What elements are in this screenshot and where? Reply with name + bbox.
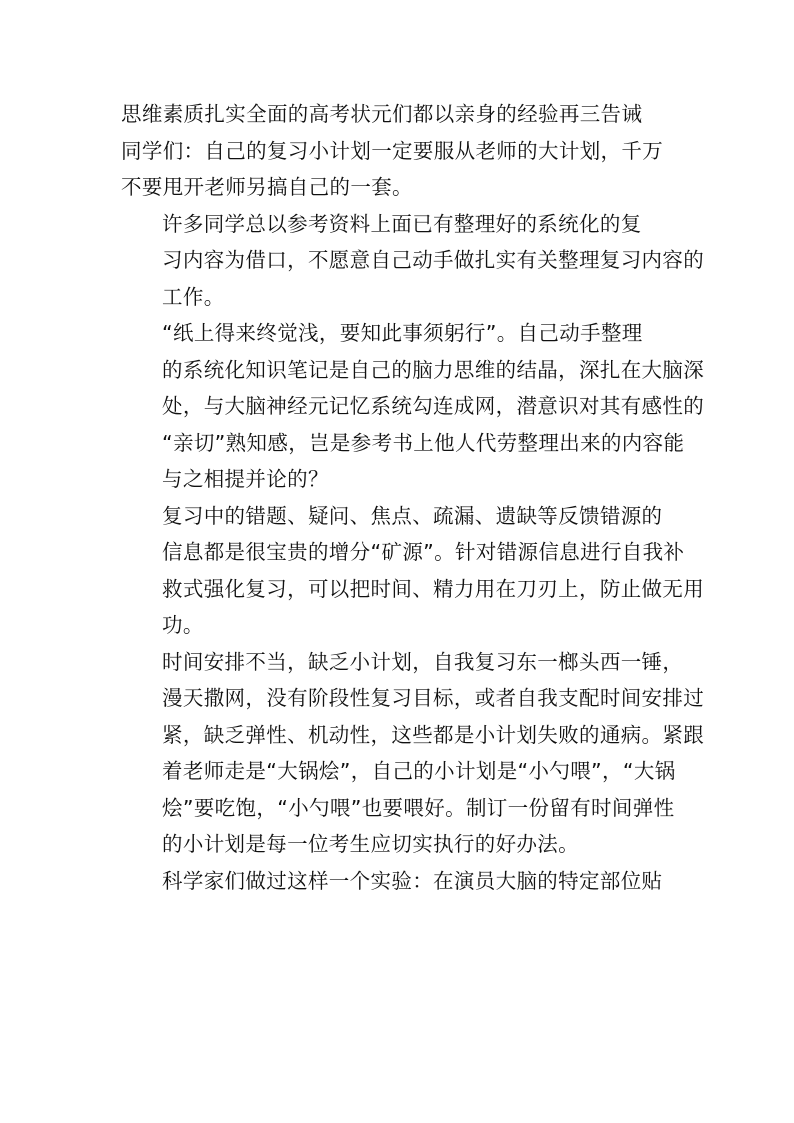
text-line: 与之相提并论的？ [162, 467, 329, 491]
text-line: 着老师走是“大锅烩”，自己的小计划是“小勺喂”，“大锅 [162, 759, 676, 783]
text-line: “亲切”熟知感，岂是参考书上他人代劳整理出来的内容能 [162, 430, 685, 455]
text-line: 紧，缺乏弹性、机动性，这些都是小计划失败的通病。紧跟 [162, 722, 705, 747]
text-line: 的系统化知识笔记是自己的脑力思维的结晶，深扎在大脑深 [162, 357, 705, 382]
paragraph-5 [121, 644, 705, 863]
text-line: 的小计划是每一位考生应切实执行的好办法。 [162, 832, 579, 856]
paragraph-2 [121, 206, 705, 316]
text-line: 不要甩开老师另搞自己的一套。 [121, 175, 413, 199]
paragraph-6 [121, 863, 677, 900]
paragraph-1 [121, 96, 677, 206]
paragraph-3 [121, 315, 705, 498]
text-line: 复习中的错题、疑问、焦点、疏漏、遗缺等反馈错源的 [162, 503, 663, 528]
text-line: 习内容为借口，不愿意自己动手做扎实有关整理复习内容的 [162, 248, 705, 272]
text-line: 时间安排不当，缺乏小计划，自我复习东一榔头西一锤， [162, 649, 684, 674]
text-line: 烩”要吃饱，“小勺喂”也要喂好。制订一份留有时间弹性 [162, 795, 675, 820]
text-line: 功。 [162, 613, 204, 637]
text-line: 同学们：自己的复习小计划一定要服从老师的大计划，千万 [121, 138, 664, 163]
paragraph-4 [121, 498, 705, 644]
text-line: 思维素质扎实全面的高考状元们都以亲身的经验再三告诫 [121, 102, 643, 126]
text-line: 信息都是很宝贵的增分“矿源”。针对错源信息进行自我补 [162, 540, 685, 564]
text-line: 工作。 [162, 284, 225, 309]
text-line: 救式强化复习，可以把时间、精力用在刀刃上，防止做无用 [162, 576, 705, 601]
text-line: “纸上得来终觉浅，要知此事须躬行”。自己动手整理 [162, 321, 643, 345]
text-line: 漫天撒网，没有阶段性复习目标，或者自我支配时间安排过 [162, 686, 705, 710]
text-line: 处，与大脑神经元记忆系统勾连成网，潜意识对其有感性的 [162, 394, 705, 418]
text-line: 科学家们做过这样一个实验：在演员大脑的特定部位贴 [162, 868, 663, 893]
text-line: 许多同学总以参考资料上面已有整理好的系统化的复 [162, 211, 642, 236]
